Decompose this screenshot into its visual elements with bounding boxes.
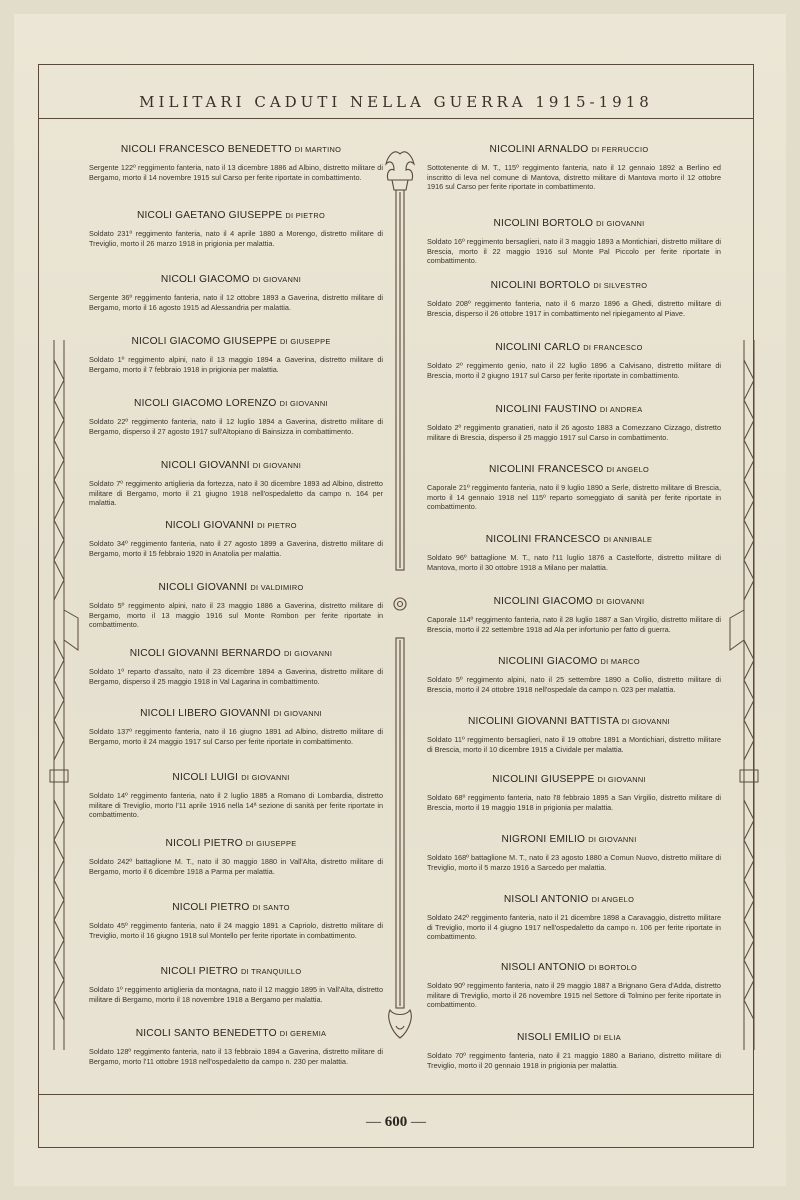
entry-text: Soldato 231º reggimento fanteria, nato il 4 aprile 1880 a Morengo, distretto militare di Treviglio, morto il 26 marzo 1918 in prigionia per malattia. (89, 229, 383, 248)
entry-name: NICOLINI GIACOMO DI GIOVANNI (493, 596, 645, 607)
entry (79, 144, 383, 182)
entry (79, 210, 383, 248)
entry (79, 966, 383, 1004)
entry (79, 838, 383, 876)
entry-name: NICOLINI FAUSTINO DI ANDREA (495, 404, 643, 415)
entry-text: Soldato 2º reggimento granatieri, nato il 26 agosto 1883 a Comezzano Cizzago, distretto militare di Brescia, disperso il 25 maggio 1917 sul Carso in combattimento. (427, 423, 721, 442)
entry-name: NICOLINI CARLO DI FRANCESCO (495, 342, 643, 353)
entry (417, 894, 721, 942)
page-title: MILITARI CADUTI NELLA GUERRA 1915-1918 (139, 93, 653, 111)
entry-text: Soldato 5º reggimento alpini, nato il 25 settembre 1890 a Collio, distretto militare di Brescia, morto il 24 ottobre 1918 nell'ospedale da campo n. 023 per malattia. (427, 675, 721, 694)
entry (417, 218, 721, 266)
entry (417, 774, 721, 812)
entry-text: Soldato 242º battaglione M. T., nato il 30 maggio 1880 in Vall'Alta, distretto militare di Bergamo, morto il 6 dicembre 1918 a Parma per malattia. (89, 857, 383, 876)
entry-text: Soldato 2º reggimento genio, nato il 22 luglio 1896 a Calvisano, distretto militare di Brescia, morto il 2 giugno 1917 sul Carso per ferite riportate in combattimento. (427, 361, 721, 380)
entry-name: NICOLINI BORTOLO DI GIOVANNI (493, 218, 645, 229)
entry-text: Soldato 22º reggimento fanteria, nato il 12 luglio 1894 a Gaverina, distretto militare di Bergamo, disperso il 27 agosto 1917 sull'Altopiano di Bainsizza in combattimento. (89, 417, 383, 436)
page-number-value: 600 (384, 1114, 408, 1130)
entry-text: Soldato 128º reggimento fanteria, nato il 13 febbraio 1894 a Gaverina, distretto militare di Bergamo, morto l'11 ottobre 1918 nell'ospedaletto da campo n. 230 per malattia. (89, 1047, 383, 1066)
entry-text: Soldato 70º reggimento fanteria, nato il 21 maggio 1880 a Bariano, distretto militare di Treviglio, morto il 20 gennaio 1918 in prigionia per malattia. (427, 1051, 721, 1070)
entry (79, 1028, 383, 1066)
entry-name: NICOLI GIOVANNI DI VALDIMIRO (158, 582, 304, 593)
entry-text: Soldato 208º reggimento fanteria, nato il 6 marzo 1896 a Ghedi, distretto militare di Brescia, disperso il 26 ottobre 1917 in combattimento nel ripiegamento al Piave. (427, 299, 721, 318)
entry-text: Soldato 96º battaglione M. T., nato l'11 luglio 1876 a Castelforte, distretto militare di Mantova, morto il 30 ottobre 1918 a Milano per malattia. (427, 553, 721, 572)
entry-text: Soldato 1º reggimento alpini, nato il 13 maggio 1894 a Gaverina, distretto militare di Bergamo, morto il 7 febbraio 1918 in prigionia per malattia. (89, 355, 383, 374)
entry (417, 1032, 721, 1070)
entry-name: NICOLINI GIOVANNI BATTISTA DI GIOVANNI (467, 716, 671, 727)
center-torch-ornament (380, 148, 420, 1048)
entry-text: Caporale 114º reggimento fanteria, nato il 28 luglio 1887 a San Virgilio, distretto militare di Brescia, morto il 22 settembre 1918 ad Ala per infortunio per fatto di guerra. (427, 615, 721, 634)
entry-name: NICOLI FRANCESCO BENEDETTO DI MARTINO (120, 144, 342, 155)
entry-name: NICOLI GAETANO GIUSEPPE DI PIETRO (136, 210, 326, 221)
entry-name: NISOLI ANTONIO DI BORTOLO (500, 962, 638, 973)
entry-name: NICOLINI FRANCESCO DI ANGELO (488, 464, 650, 475)
entry-name: NICOLI GIOVANNI BERNARDO DI GIOVANNI (129, 648, 333, 659)
entry-text: Soldato 68º reggimento fanteria, nato l'8 febbraio 1895 a San Virgilio, distretto militare di Brescia, morto il 19 maggio 1918 in prigionia per malattia. (427, 793, 721, 812)
left-fasces-ornament (44, 340, 84, 1060)
entry-name: NICOLI GIACOMO LORENZO DI GIOVANNI (134, 398, 328, 409)
entry-text: Soldato 7º reggimento artiglieria da fortezza, nato il 30 dicembre 1893 ad Albino, distretto militare di Bergamo, morto il 21 giugno 1918 nell'ospedaletto da campo n. 164 per malattia. (89, 479, 383, 508)
entry-name: NICOLI PIETRO DI TRANQUILLO (160, 966, 302, 977)
entry (417, 534, 721, 572)
entry-name: NICOLI GIACOMO DI GIOVANNI (160, 274, 302, 285)
entry (79, 460, 383, 508)
entry-name: NICOLINI BORTOLO DI SILVESTRO (490, 280, 648, 291)
entry (417, 834, 721, 872)
entry (417, 716, 721, 754)
entry (79, 708, 383, 746)
entry-text: Soldato 1º reggimento artiglieria da montagna, nato il 12 maggio 1895 in Vall'Alta, distretto militare di Bergamo, morto il 18 novembre 1918 a Bergamo per malattia. (89, 985, 383, 1004)
entry-name: NICOLI GIOVANNI DI PIETRO (165, 520, 297, 531)
entry-name: NICOLI LIBERO GIOVANNI DI GIOVANNI (140, 708, 322, 719)
entry-name: NISOLI ANTONIO DI ANGELO (503, 894, 635, 905)
entry-name: NIGRONI EMILIO DI GIOVANNI (501, 834, 637, 845)
entry-name: NICOLI GIACOMO GIUSEPPE DI GIUSEPPE (131, 336, 331, 347)
entry-text: Soldato 137º reggimento fanteria, nato il 16 giugno 1891 ad Albino, distretto militare di Bergamo, morto il 24 maggio 1917 sul Carso per ferite riportate in combattimento. (89, 727, 383, 746)
entry (79, 648, 383, 686)
entry-text: Sottotenente di M. T., 115º reggimento fanteria, nato il 12 gennaio 1892 a Berlino ed inscritto di leva nel comune di Mantova, distretto militare di Mantova morto il 12 ottobre 1916 sul Carso per ferite riportate in combattimento. (427, 163, 721, 192)
entry-text: Soldato 5º reggimento alpini, nato il 23 maggio 1886 a Gaverina, distretto militare di Bergamo, morto il 13 maggio 1916 sul Monte Rombon per ferite riportate in combattimento. (89, 601, 383, 630)
entry-name: NICOLI GIOVANNI DI GIOVANNI (160, 460, 302, 471)
entry-name: NICOLI PIETRO DI GIUSEPPE (165, 838, 297, 849)
entry-text: Soldato 34º reggimento fanteria, nato il 27 agosto 1899 a Gaverina, distretto militare di Bergamo, morto il 15 febbraio 1920 in Anatolia per malattia. (89, 539, 383, 558)
entry-text: Soldato 14º reggimento fanteria, nato il 2 luglio 1885 a Romano di Lombardia, distretto militare di Treviglio, morto l'11 aprile 1916 nella 14ª sezione di sanità per ferite riportate in combattimento. (89, 791, 383, 820)
entry-name: NISOLI EMILIO DI ELIA (517, 1032, 621, 1043)
entry (79, 582, 383, 630)
entry (417, 342, 721, 380)
entry-name: NICOLI PIETRO DI SANTO (172, 902, 290, 913)
entry-text: Soldato 45º reggimento fanteria, nato il 24 maggio 1891 a Capriolo, distretto militare di Treviglio, morto il 16 giugno 1918 sul Montello per ferite riportate in combattimento. (89, 921, 383, 940)
entry (417, 464, 721, 512)
entry-text: Sergente 36º reggimento fanteria, nato il 12 ottobre 1893 a Gaverina, distretto militare di Bergamo, morto il 16 agosto 1915 ad Alessandria per malattia. (89, 293, 383, 312)
entry (417, 656, 721, 694)
entry-text: Soldato 1º reparto d'assalto, nato il 23 dicembre 1894 a Gaverina, distretto militare di Bergamo, disperso il 25 maggio 1918 in Val Lagarina in combattimento. (89, 667, 383, 686)
entry-name: NICOLINI GIACOMO DI MARCO (498, 656, 640, 667)
entry-name: NICOLI LUIGI DI GIOVANNI (172, 772, 290, 783)
entry-text: Caporale 21º reggimento fanteria, nato il 9 luglio 1890 a Serle, distretto militare di Brescia, morto il 14 gennaio 1918 nel 115º reparto someggiato di sanità per ferite riportate in combattimento. (427, 483, 721, 512)
entry (79, 336, 383, 374)
entry-name: NICOLINI ARNALDO DI FERRUCCIO (489, 144, 649, 155)
entry-text: Soldato 242º reggimento fanteria, nato il 21 dicembre 1898 a Caravaggio, distretto militare di Treviglio, morto il 4 giugno 1917 nell'ospedaletto da campo n. 106 per ferite riportate in combattimento. (427, 913, 721, 942)
page-number-dash-right: — (411, 1114, 426, 1130)
entry-text: Soldato 168º battaglione M. T., nato il 23 agosto 1880 a Comun Nuovo, distretto militare di Treviglio, morto il 5 marzo 1916 a Sarcedo per malattia. (427, 853, 721, 872)
entry (417, 280, 721, 318)
entry (79, 520, 383, 558)
entry (79, 274, 383, 312)
header-rule (39, 118, 753, 119)
entry-name: NICOLI SANTO BENEDETTO DI GEREMIA (135, 1028, 327, 1039)
entry (79, 772, 383, 820)
entry-name: NICOLINI FRANCESCO DI ANNIBALE (485, 534, 653, 545)
page-number-dash-left: — (366, 1114, 381, 1130)
entry-text: Sergente 122º reggimento fanteria, nato il 13 dicembre 1886 ad Albino, distretto militare di Bergamo, morto il 14 novembre 1915 sul Carso per ferite riportate in combattimento. (89, 163, 383, 182)
footer-rule (39, 1094, 753, 1095)
entry (417, 404, 721, 442)
page-number (39, 1114, 753, 1131)
entry (417, 962, 721, 1010)
entry-text: Soldato 90º reggimento fanteria, nato il 29 maggio 1887 a Brignano Gera d'Adda, distretto militare di Treviglio, morto il 26 novembre 1915 nel Settore di Tolmino per ferite riportate in combattimento. (427, 981, 721, 1010)
entry (417, 596, 721, 634)
right-fasces-ornament (724, 340, 764, 1060)
entry-name: NICOLINI GIUSEPPE DI GIOVANNI (492, 774, 646, 785)
entry (417, 144, 721, 192)
entry-text: Soldato 11º reggimento bersaglieri, nato il 19 ottobre 1891 a Montichiari, distretto militare di Brescia, morto il 10 dicembre 1915 a Cividale per malattia. (427, 735, 721, 754)
entry-text: Soldato 16º reggimento bersaglieri, nato il 3 maggio 1893 a Montichiari, distretto militare di Brescia, morto il 22 maggio 1916 sul Monte Pal Piccolo per ferite riportate in combattimento. (427, 237, 721, 266)
entry (79, 398, 383, 436)
entry (79, 902, 383, 940)
